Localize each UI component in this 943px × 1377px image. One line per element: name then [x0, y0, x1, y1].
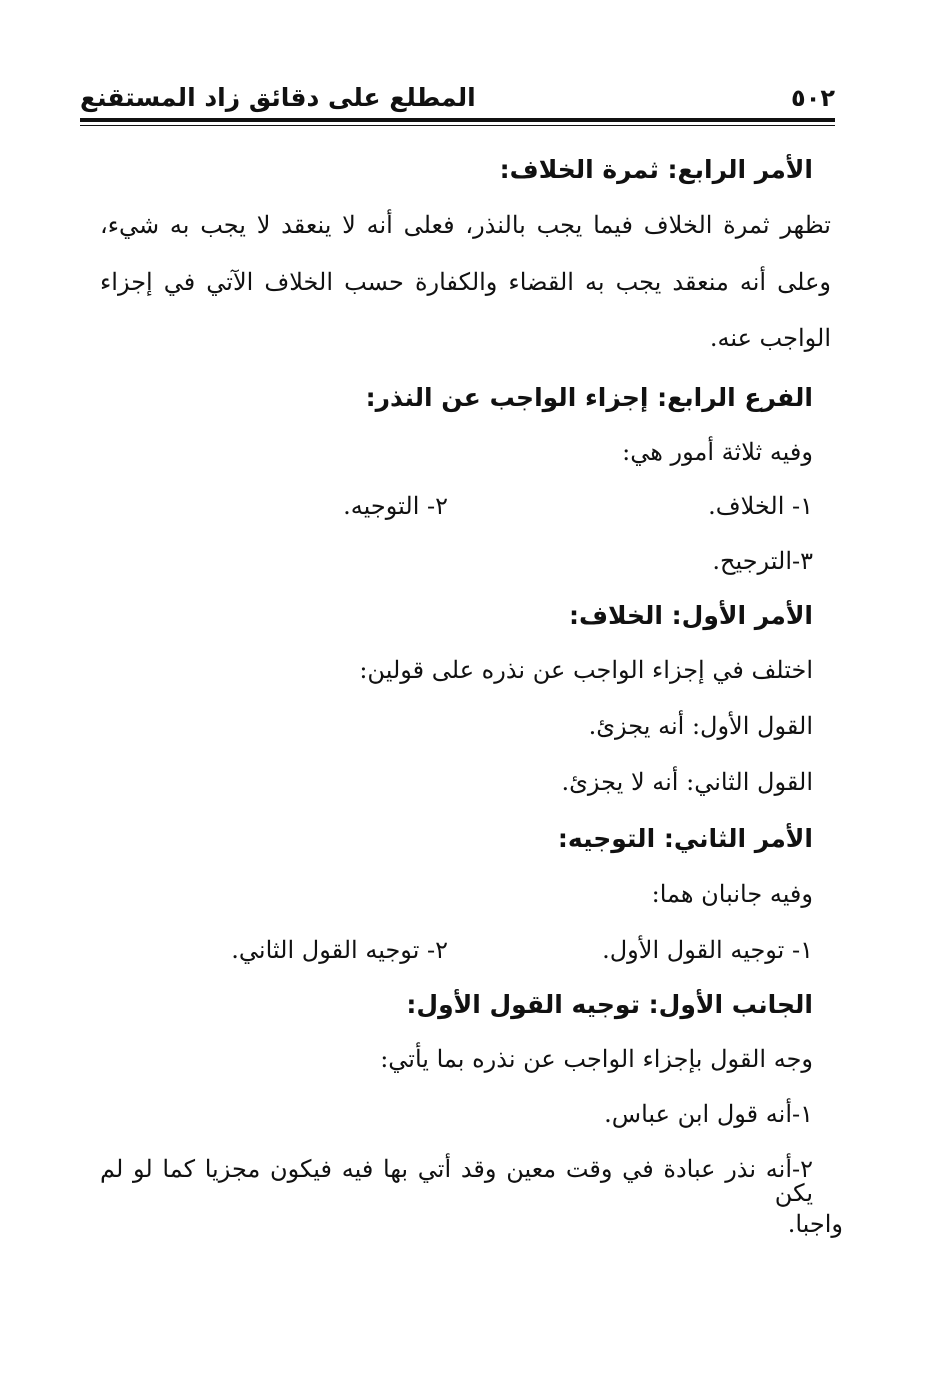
- list-item: ٢- توجيه القول الثاني.: [231, 936, 448, 964]
- heading-first-matter: الأمر الأول: الخلاف:: [568, 601, 813, 630]
- paragraph-line: وفيه جانبان هما:: [651, 880, 813, 908]
- list-item: ١- توجيه القول الأول.: [602, 936, 813, 964]
- list-item: ٣-الترجيح.: [712, 547, 813, 575]
- list-item: ١-أنه قول ابن عباس.: [604, 1100, 813, 1128]
- page-number: ٥٠٢: [791, 84, 835, 112]
- heading-first-side: الجانب الأول: توجيه القول الأول:: [406, 990, 813, 1019]
- heading-second-matter: الأمر الثاني: التوجيه:: [557, 824, 813, 853]
- paragraph-line: القول الثاني: أنه لا يجزئ.: [561, 768, 813, 796]
- running-header: [80, 78, 835, 112]
- header-rule-thin: [80, 125, 835, 126]
- list-item: ١- الخلاف.: [708, 492, 813, 520]
- list-item: ٢-أنه نذر عبادة في وقت معين وقد أتي بها فيه فيكون مجزيا كما لو لم يكن: [100, 1155, 813, 1207]
- heading-fruit-of-dispute: الأمر الرابع: ثمرة الخلاف:: [499, 155, 813, 184]
- book-title: المطلع على دقائق زاد المستقنع: [80, 83, 476, 112]
- paragraph-line: القول الأول: أنه يجزئ.: [588, 712, 813, 740]
- paragraph-line: وفيه ثلاثة أمور هي:: [622, 438, 813, 466]
- paragraph-line: وجه القول بإجزاء الواجب عن نذره بما يأتي:: [380, 1045, 813, 1073]
- paragraph-line: تظهر ثمرة الخلاف فيما يجب بالنذر، فعلى أنه لا ينعقد لا يجب به شيء،: [100, 211, 831, 239]
- header-rule: [80, 118, 835, 122]
- heading-fourth-branch: الفرع الرابع: إجزاء الواجب عن النذر:: [365, 383, 813, 412]
- paragraph-line: واجبا.: [787, 1210, 843, 1238]
- paragraph-line: اختلف في إجزاء الواجب عن نذره على قولين:: [359, 656, 813, 684]
- paragraph-line: الواجب عنه.: [709, 324, 831, 352]
- paragraph-line: وعلى أنه منعقد يجب به القضاء والكفارة حسب الخلاف الآتي في إجزاء: [100, 268, 831, 296]
- list-item: ٢- التوجيه.: [343, 492, 448, 520]
